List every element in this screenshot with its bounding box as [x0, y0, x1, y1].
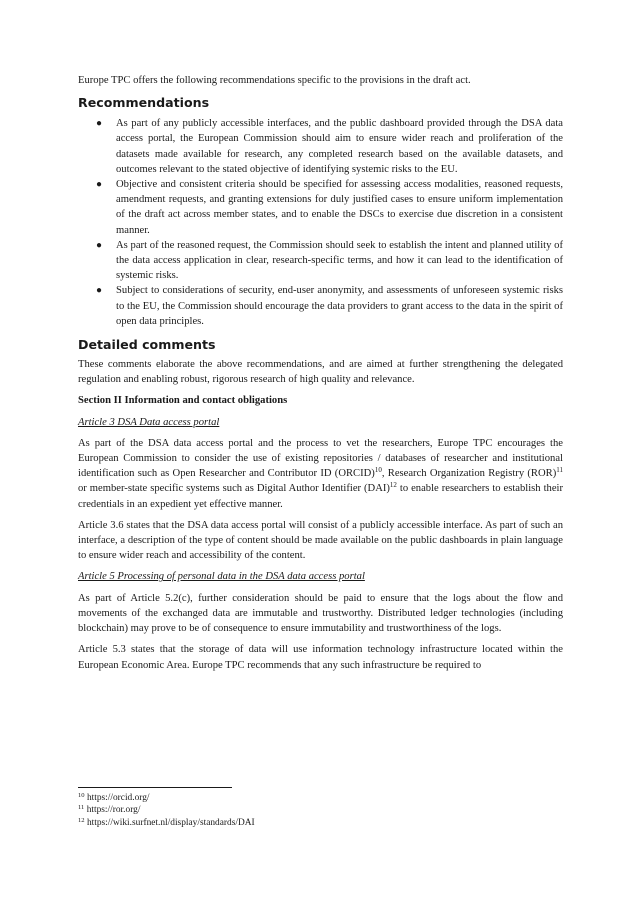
article5-paragraph-1: As part of Article 5.2(c), further consideration should be paid to ensure that the logs about the flow and movements of the exchanged data are immutable and trustworthy. Distributed ledger technologies (including blockchain) may prove to be of consequence to ensure immutability and trustworthiness of the logs. — [78, 592, 563, 635]
article3-title: Article 3 DSA Data access portal — [78, 416, 220, 428]
document-page — [78, 73, 563, 673]
footnote: $^{10}$ https://orcid.org/ — [78, 792, 150, 803]
intro-text: Europe TPC offers the following recommendations specific to the provisions in the draft act. — [78, 75, 471, 86]
list-item: ● Subject to considerations of security, end-user anonymity, and assessments of unforeseen systemic risks to the EU, the Commission should encourage the data providers to grant access to the data in the spirit of open data principles. — [96, 285, 563, 327]
list-item: ● As part of any publicly accessible interfaces, and the public dashboard provided through the DSA data access portal, the European Commission should aim to ensure wider reach and proliferation of the datasets made available for research, any completed research based on the available datasets, and outcomes relevant to the stated objective of identifying systemic risks to the EU. — [96, 118, 563, 175]
detailed-intro: These comments elaborate the above recommendations, and are aimed at further strengthening the delegated regulation and enabling robust, rigorous research of high quality and relevance. — [78, 359, 563, 386]
recommendations-heading: Recommendations — [78, 95, 210, 111]
footnote-ref: 12 — [389, 481, 397, 490]
footnote: $^{11}$ https://ror.org/ — [78, 804, 141, 816]
article5-title: Article 5 Processing of personal data in the DSA data access portal — [78, 571, 365, 583]
bullet-icon: ● — [96, 239, 103, 251]
footnote-ref: 10 — [374, 466, 382, 475]
article3-paragraph-1: As part of the DSA data access portal and the process to vet the researchers, Europe TPC encourages the European Commission to consider the use of existing repositories / databases of researcher and institutional identification such as Open Researcher and Contributor ID (ORCID)$^{10}$, Research Organization Registry (ROR)$^{11}$ or member-state specific systems such as Digital Author Identifier (DAI)$^{12}$ to enable researchers to establish their credentials in an expedient yet effective manner. — [78, 437, 563, 510]
footnote-link[interactable]: https://orcid.org/ — [86, 793, 150, 803]
list-item: ● As part of the reasoned request, the Commission should seek to establish the intent and planned utility of the data access application in clear, research-specific terms, and how it can lead to the identification of systemic risks. — [96, 239, 563, 282]
section-title: Section II Information and contact obligations — [78, 395, 288, 407]
detailed-comments-heading: Detailed comments — [78, 337, 216, 353]
bullet-icon: ● — [96, 118, 103, 130]
list-item: ● Objective and consistent criteria should be specified for assessing access modalities, reasoned requests, amendment requests, and granting extensions for duly justified cases to ensure uniform implementation of the draft act across member states, and to enable the DSCs to exercise due discretion in a consistent manner. — [96, 179, 563, 236]
footnote: $^{12}$ https://wiki.surfnet.nl/display/standards/DAI — [78, 816, 255, 828]
article5-paragraph-2: Article 5.3 states that the storage of data will use information technology infrastructure located within the European Economic Area. Europe TPC recommends that any such infrastructure be required to — [78, 644, 563, 671]
footnote-link[interactable]: https://wiki.surfnet.nl/display/standards/DAI — [86, 817, 255, 828]
footnotes — [78, 792, 255, 829]
recommendations-list — [78, 116, 563, 329]
footnote-ref: 11 — [556, 466, 563, 475]
article3-paragraph-2: Article 3.6 states that the DSA data access portal will consist of a publicly accessible interface. As part of such an interface, a description of the type of content should be made available on the public dashboards in plain language to ensure wider reach and accessibility of the content. — [78, 519, 563, 562]
bullet-icon: ● — [96, 285, 103, 297]
footnote-link[interactable]: https://ror.org/ — [86, 805, 141, 816]
footnote-divider — [78, 787, 232, 788]
bullet-icon: ● — [96, 179, 103, 191]
